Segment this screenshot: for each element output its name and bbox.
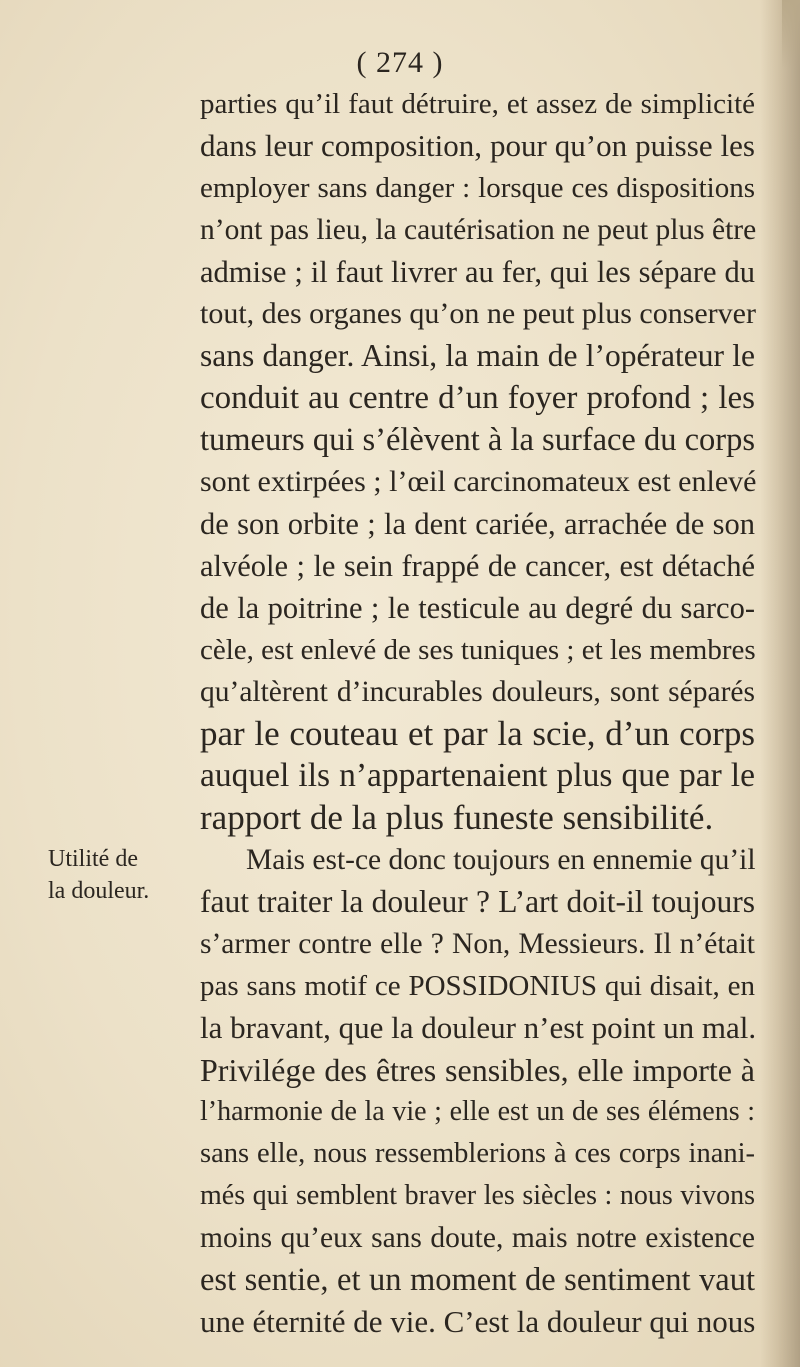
text-line: employer sans danger : lorsque ces dispositions (200, 172, 755, 204)
text-line: cèle, est enlevé de ses tuniques ; et les membres (200, 634, 756, 666)
text-line: l’harmonie de la vie ; elle est un de ses élémens : (200, 1096, 755, 1127)
page-number: ( 274 ) (356, 46, 444, 79)
text-line: parties qu’il faut détruire, et assez de simplicité (200, 88, 755, 120)
text-line: alvéole ; le sein frappé de cancer, est détaché (200, 549, 755, 583)
text-line: faut traiter la douleur ? L’art doit-il toujours (200, 884, 755, 919)
text-line: Privilége des êtres sensibles, elle importe à (200, 1052, 755, 1088)
text-line: conduit au centre d’un foyer profond ; les (200, 380, 755, 416)
text-line: s’armer contre elle ? Non, Messieurs. Il n’était (200, 928, 755, 960)
text-line: qu’altèrent d’incurables douleurs, sont séparés (200, 676, 755, 708)
text-line: pas sans motif ce POSSIDONIUS qui disait, en (200, 970, 755, 1002)
text-line: de la poitrine ; le testicule au degré du sarco- (200, 591, 755, 625)
text-line: par le couteau et par la scie, d’un corps (200, 714, 755, 753)
text-line: dans leur composition, pour qu’on puisse les (200, 128, 755, 163)
text-line: més qui semblent braver les siècles : nous vivons (200, 1180, 755, 1211)
text-line: admise ; il faut livrer au fer, qui les sépare du (200, 255, 755, 289)
text-line: une éternité de vie. C’est la douleur qui nous (200, 1304, 756, 1339)
margin-note-line: la douleur. (48, 878, 150, 904)
text-line: sont extirpées ; l’œil carcinomateux est enlevé (200, 465, 757, 498)
text-line: rapport de la plus funeste sensibilité. (200, 798, 714, 837)
text-line: tumeurs qui s’élèvent à la surface du corps (200, 422, 756, 458)
text-line: Mais est-ce donc toujours en ennemie qu’il (246, 844, 756, 876)
margin-note-line: Utilité de (48, 846, 138, 872)
text-line: la bravant, que la douleur n’est point un mal. (200, 1010, 757, 1045)
text-line: sans danger. Ainsi, la main de l’opérateur le (200, 338, 755, 373)
text-line: moins qu’eux sans doute, mais notre existence (200, 1222, 755, 1254)
text-line: auquel ils n’appartenaient plus que par le (200, 757, 755, 794)
text-line: n’ont pas lieu, la cautérisation ne peut plus être (200, 214, 757, 246)
text-line: est sentie, et un moment de sentiment vaut (200, 1262, 755, 1298)
text-line: tout, des organes qu’on ne peut plus conserver (200, 297, 756, 330)
page-edge-shadow (760, 0, 800, 1367)
text-line: sans elle, nous ressemblerions à ces corps inani- (200, 1138, 755, 1169)
text-line: de son orbite ; la dent cariée, arrachée de son (200, 507, 755, 541)
